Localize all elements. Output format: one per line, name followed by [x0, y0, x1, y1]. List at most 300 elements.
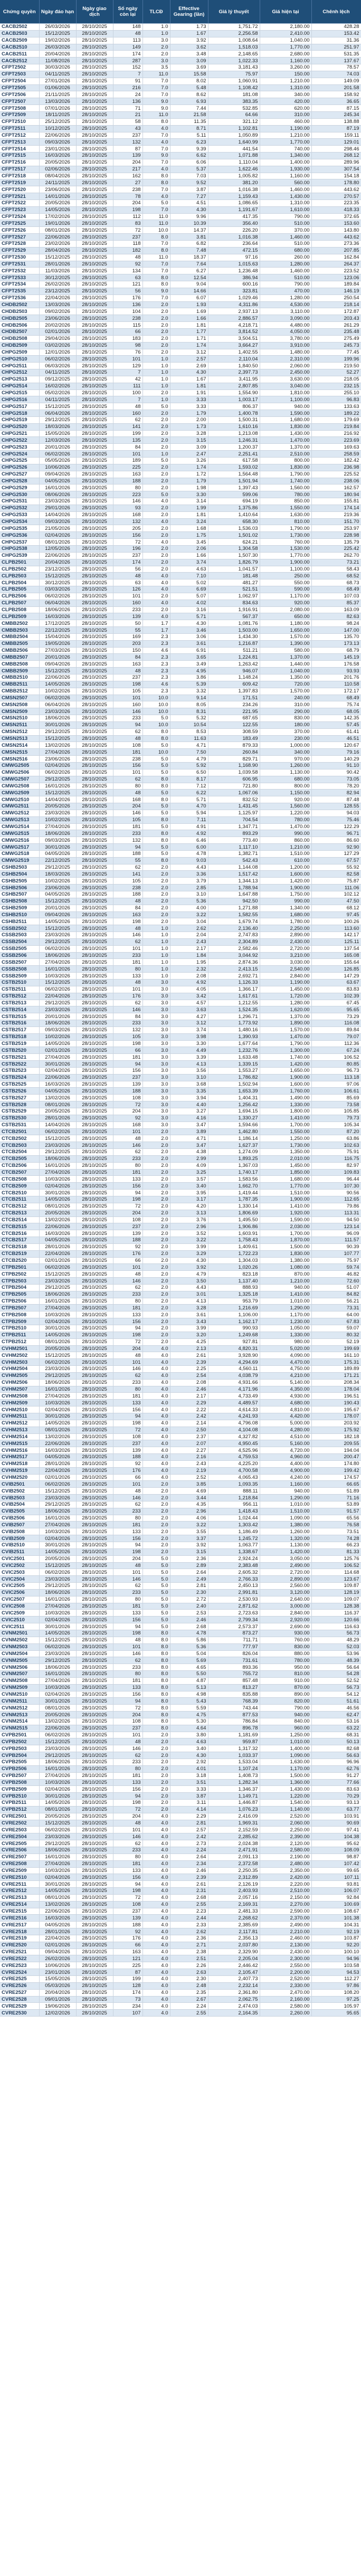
cell-effective-gearing: 6.91	[170, 647, 208, 654]
cell-maturity-date: 18/06/2026	[39, 715, 76, 722]
cell-conversion-ratio: 5.0	[142, 762, 170, 769]
cell-difference: 87.48	[311, 796, 361, 803]
cell-effective-gearing: 3.13	[170, 1210, 208, 1216]
cell-days-left: 87	[113, 1969, 142, 1976]
cell-effective-gearing: 2.96	[170, 1508, 208, 1515]
cell-warrant-code: CMWG2509	[0, 790, 39, 796]
table-row	[0, 1691, 361, 1698]
cell-trade-date: 28/10/2025	[76, 1759, 113, 1766]
cell-difference: 71.16	[311, 1495, 361, 1501]
cell-difference: 273.36	[311, 241, 361, 248]
cell-maturity-date: 15/12/2025	[39, 1562, 76, 1569]
cell-trade-date: 28/10/2025	[76, 1420, 113, 1427]
cell-maturity-date: 15/12/2025	[39, 925, 76, 932]
cell-difference: 66.23	[311, 1542, 361, 1549]
table-row	[0, 593, 361, 600]
cell-effective-gearing: 4.38	[170, 1149, 208, 1156]
cell-theoretical-price: 1,263.42	[208, 661, 260, 668]
cell-days-left: 174	[113, 1989, 142, 1996]
cell-warrant-code: CMSN2516	[0, 756, 39, 763]
cell-warrant-code: CMWG2511	[0, 803, 39, 810]
cell-trade-date: 28/10/2025	[76, 1054, 113, 1061]
cell-days-left: 146	[113, 810, 142, 816]
cell-conversion-ratio: 2.0	[142, 1149, 170, 1156]
cell-difference: 190.43	[311, 1400, 361, 1406]
cell-current-price: 1,790.00	[260, 1040, 311, 1047]
cell-effective-gearing: 2.69	[170, 363, 208, 369]
cell-trade-date: 28/10/2025	[76, 356, 113, 363]
table-row	[0, 1671, 361, 1678]
cell-current-price: 1,210.00	[260, 844, 311, 851]
cell-current-price: 510.00	[260, 274, 311, 281]
cell-current-price: 1,260.00	[260, 1528, 311, 1535]
cell-days-left: 63	[113, 579, 142, 586]
cell-days-left: 168	[113, 1121, 142, 1128]
cell-difference: 63.22	[311, 1725, 361, 1732]
table-row	[0, 566, 361, 573]
cell-conversion-ratio: 8.0	[142, 1630, 170, 1637]
cell-current-price: 1,170.00	[260, 1765, 311, 1772]
cell-effective-gearing: 3.94	[170, 1095, 208, 1101]
table-row	[0, 1433, 361, 1440]
cell-days-left: 105	[113, 878, 142, 885]
cell-days-left: 80	[113, 1298, 142, 1305]
cell-current-price: 2,080.00	[260, 606, 311, 613]
cell-warrant-code: CSSB2505	[0, 945, 39, 952]
cell-maturity-date: 09/01/2026	[39, 1996, 76, 2003]
table-row	[0, 1230, 361, 1237]
cell-conversion-ratio: 4.0	[142, 1915, 170, 1922]
cell-difference: 216.92	[311, 430, 361, 437]
cell-maturity-date: 12/03/2026	[39, 437, 76, 444]
cell-maturity-date: 23/03/2026	[39, 1745, 76, 1752]
cell-current-price: 1,570.00	[260, 688, 311, 695]
cell-days-left: 94	[113, 1061, 142, 1068]
cell-effective-gearing: 2.47	[170, 451, 208, 458]
cell-difference: 91.27	[311, 1772, 361, 1779]
cell-conversion-ratio: 2.0	[142, 1128, 170, 1135]
cell-warrant-code: CVRE2513	[0, 1894, 39, 1901]
cell-trade-date: 28/10/2025	[76, 532, 113, 539]
cell-theoretical-price: 1,067.06	[208, 790, 260, 796]
cell-maturity-date: 27/04/2026	[39, 959, 76, 966]
cell-maturity-date: 22/06/2026	[39, 552, 76, 559]
cell-warrant-code: CMWG2505	[0, 762, 39, 769]
cell-days-left: 233	[113, 952, 142, 959]
cell-theoretical-price: 323.81	[208, 288, 260, 294]
cell-days-left: 105	[113, 816, 142, 823]
cell-days-left: 24	[113, 91, 142, 98]
cell-trade-date: 28/10/2025	[76, 654, 113, 661]
cell-theoretical-price: 1,041.57	[208, 566, 260, 573]
cell-effective-gearing: 3.15	[170, 437, 208, 444]
cell-maturity-date: 15/12/2025	[39, 1738, 76, 1745]
cell-maturity-date: 11/03/2026	[39, 268, 76, 274]
cell-current-price: 780.00	[260, 1657, 311, 1664]
cell-effective-gearing: 2.71	[170, 1942, 208, 1948]
cell-current-price: 2,220.00	[260, 1881, 311, 1888]
cell-trade-date: 28/10/2025	[76, 410, 113, 417]
table-row	[0, 30, 361, 37]
cell-days-left: 101	[113, 593, 142, 600]
cell-theoretical-price: 3,664.27	[208, 342, 260, 349]
cell-effective-gearing: 4.25	[170, 1338, 208, 1345]
cell-current-price: 1,490.00	[260, 1095, 311, 1101]
cell-conversion-ratio: 7.0	[142, 294, 170, 301]
cell-warrant-code: CLPB2503	[0, 573, 39, 579]
cell-warrant-code: CVIB2511	[0, 1548, 39, 1555]
cell-warrant-code: CVHM2509	[0, 1400, 39, 1406]
cell-current-price: 1,470.00	[260, 823, 311, 830]
cell-trade-date: 28/10/2025	[76, 1406, 113, 1413]
table-row	[0, 1698, 361, 1705]
cell-conversion-ratio: 2.0	[142, 1196, 170, 1203]
cell-trade-date: 28/10/2025	[76, 1508, 113, 1515]
cell-theoretical-price: 1,015.63	[208, 261, 260, 268]
cell-trade-date: 28/10/2025	[76, 579, 113, 586]
cell-difference: 102.63	[311, 1142, 361, 1149]
cell-effective-gearing: 2.55	[170, 2010, 208, 2017]
cell-theoretical-price: 4,525.96	[208, 1447, 260, 1454]
cell-days-left: 66	[113, 1474, 142, 1481]
cell-conversion-ratio: 4.0	[142, 1406, 170, 1413]
cell-conversion-ratio: 4.0	[142, 600, 170, 606]
cell-current-price: 1,390.00	[260, 640, 311, 647]
cell-days-left: 48	[113, 30, 142, 37]
cell-theoretical-price: 731.61	[208, 1657, 260, 1664]
cell-theoretical-price: 4,950.45	[208, 1440, 260, 1447]
cell-theoretical-price: 1,330.27	[208, 1115, 260, 1121]
cell-maturity-date: 20/04/2026	[39, 51, 76, 58]
cell-current-price: 870.00	[260, 1271, 311, 1278]
cell-theoretical-price: 511.21	[208, 647, 260, 654]
cell-conversion-ratio: 8.0	[142, 179, 170, 186]
cell-current-price: 1,210.00	[260, 132, 311, 139]
cell-conversion-ratio: 11.0	[142, 71, 170, 78]
cell-current-price: 1,730.00	[260, 1142, 311, 1149]
cell-warrant-code: CVNM2503	[0, 1643, 39, 1650]
cell-maturity-date: 10/03/2026	[39, 1400, 76, 1406]
cell-theoretical-price: 624.21	[208, 539, 260, 546]
cell-maturity-date: 09/02/2026	[39, 308, 76, 315]
cell-trade-date: 28/10/2025	[76, 925, 113, 932]
cell-maturity-date: 22/04/2026	[39, 294, 76, 301]
cell-days-left: 133	[113, 1779, 142, 1786]
cell-days-left: 7	[113, 369, 142, 376]
cell-effective-gearing: 3.50	[170, 1278, 208, 1285]
cell-trade-date: 28/10/2025	[76, 952, 113, 959]
cell-effective-gearing: 1.79	[170, 410, 208, 417]
table-row	[0, 511, 361, 518]
cell-conversion-ratio: 4.0	[142, 1901, 170, 1908]
cell-maturity-date: 02/04/2026	[39, 762, 76, 769]
cell-current-price: 1,900.00	[260, 885, 311, 891]
cell-theoretical-price: 4,038.79	[208, 1372, 260, 1379]
cell-days-left: 189	[113, 458, 142, 464]
cell-maturity-date: 09/04/2026	[39, 1948, 76, 1955]
cell-current-price: 2,490.00	[260, 1922, 311, 1928]
table-row	[0, 871, 361, 878]
cell-difference: 112.36	[311, 1040, 361, 1047]
cell-current-price: 420.00	[260, 98, 311, 105]
cell-conversion-ratio: 4.0	[142, 1840, 170, 1847]
cell-effective-gearing: 3.99	[170, 1243, 208, 1250]
cell-maturity-date: 18/06/2026	[39, 1291, 76, 1298]
cell-trade-date: 28/10/2025	[76, 30, 113, 37]
cell-maturity-date: 13/03/2026	[39, 98, 76, 105]
cell-difference: 73.58	[311, 1101, 361, 1108]
cell-difference: 94.96	[311, 1955, 361, 1962]
cell-warrant-code: CFPT2512	[0, 132, 39, 139]
cell-conversion-ratio: 4.0	[142, 2010, 170, 2017]
cell-effective-gearing: 14.37	[170, 227, 208, 234]
cell-effective-gearing: 4.30	[170, 620, 208, 627]
cell-current-price: 1,590.00	[260, 1216, 311, 1223]
cell-theoretical-price: 1,149.71	[208, 1793, 260, 1800]
table-row	[0, 505, 361, 511]
cell-trade-date: 28/10/2025	[76, 1548, 113, 1555]
cell-conversion-ratio: 4.0	[142, 1420, 170, 1427]
table-row	[0, 668, 361, 674]
table-row	[0, 1190, 361, 1196]
cell-effective-gearing: 4.30	[170, 1752, 208, 1759]
cell-theoretical-price: 1,304.03	[208, 1257, 260, 1264]
cell-maturity-date: 26/03/2026	[39, 24, 76, 31]
cell-theoretical-price: 1,788.94	[208, 885, 260, 891]
cell-current-price: 2,330.00	[260, 1982, 311, 1989]
cell-trade-date: 28/10/2025	[76, 1264, 113, 1271]
cell-maturity-date: 04/05/2026	[39, 1922, 76, 1928]
cell-effective-gearing: 2.25	[170, 1366, 208, 1373]
cell-conversion-ratio: 9.0	[142, 98, 170, 105]
table-row	[0, 1643, 361, 1650]
cell-current-price: 1,720.00	[260, 993, 311, 1000]
cell-theoretical-price: 1,503.00	[208, 627, 260, 634]
cell-trade-date: 28/10/2025	[76, 1935, 113, 1942]
cell-maturity-date: 27/01/2026	[39, 78, 76, 84]
cell-days-left: 58	[113, 118, 142, 125]
table-row	[0, 153, 361, 159]
table-row	[0, 1305, 361, 1311]
cell-effective-gearing: 1.66	[170, 552, 208, 559]
cell-maturity-date: 06/04/2026	[39, 410, 76, 417]
cell-current-price: 2,720.00	[260, 945, 311, 952]
cell-difference: 203.43	[311, 315, 361, 322]
cell-trade-date: 28/10/2025	[76, 790, 113, 796]
cell-days-left: 139	[113, 1915, 142, 1922]
cell-maturity-date: 06/03/2026	[39, 363, 76, 369]
cell-difference: 135.79	[311, 539, 361, 546]
cell-trade-date: 28/10/2025	[76, 1000, 113, 1006]
cell-effective-gearing: 3.69	[170, 64, 208, 71]
table-row	[0, 1278, 361, 1285]
cell-effective-gearing: 9.14	[170, 695, 208, 701]
cell-conversion-ratio: 4.0	[142, 1888, 170, 1895]
cell-effective-gearing: 9.96	[170, 213, 208, 220]
cell-trade-date: 28/10/2025	[76, 559, 113, 566]
cell-warrant-code: CVHM2516	[0, 1447, 39, 1454]
cell-warrant-code: CTCB2510	[0, 1190, 39, 1196]
cell-warrant-code: CHPG2518	[0, 410, 39, 417]
cell-conversion-ratio: 4.0	[142, 125, 170, 132]
cell-warrant-code: CVRE2521	[0, 1948, 39, 1955]
cell-trade-date: 28/10/2025	[76, 1745, 113, 1752]
cell-effective-gearing: 3.26	[170, 458, 208, 464]
table-row	[0, 91, 361, 98]
cell-difference: 149.09	[311, 78, 361, 84]
cell-theoretical-price: 959.87	[208, 1738, 260, 1745]
cell-theoretical-price: 1,518.03	[208, 44, 260, 51]
cell-current-price: 2,560.00	[260, 1583, 311, 1590]
cell-conversion-ratio: 4.0	[142, 1853, 170, 1860]
cell-days-left: 101	[113, 1359, 142, 1366]
cell-days-left: 176	[113, 294, 142, 301]
cell-days-left: 146	[113, 1142, 142, 1149]
cell-maturity-date: 06/02/2026	[39, 1569, 76, 1576]
cell-difference: 127.29	[311, 850, 361, 857]
cell-warrant-code: CTCB2512	[0, 1203, 39, 1210]
cell-trade-date: 28/10/2025	[76, 756, 113, 763]
cell-difference: 96.44	[311, 1176, 361, 1183]
cell-conversion-ratio: 2.0	[142, 1542, 170, 1549]
cell-difference: 133.63	[311, 403, 361, 410]
cell-maturity-date: 16/01/2026	[39, 1853, 76, 1860]
cell-trade-date: 28/10/2025	[76, 1996, 113, 2003]
cell-maturity-date: 02/04/2026	[39, 1874, 76, 1881]
cell-days-left: 87	[113, 146, 142, 153]
cell-days-left: 133	[113, 1867, 142, 1874]
cell-effective-gearing: 2.55	[170, 1901, 208, 1908]
cell-warrant-code: CVHM2502	[0, 1352, 39, 1359]
cell-current-price: 1,550.00	[260, 505, 311, 511]
cell-trade-date: 28/10/2025	[76, 776, 113, 783]
cell-maturity-date: 14/05/2026	[39, 1332, 76, 1338]
cell-warrant-code: CVIB2504	[0, 1501, 39, 1508]
table-row	[0, 1732, 361, 1738]
cell-theoretical-price: 472.15	[208, 247, 260, 254]
cell-difference: 77.45	[311, 349, 361, 356]
cell-difference: 85.37	[311, 600, 361, 606]
cell-trade-date: 28/10/2025	[76, 1366, 113, 1373]
cell-trade-date: 28/10/2025	[76, 918, 113, 925]
table-row	[0, 1725, 361, 1732]
cell-effective-gearing: 7.50	[170, 749, 208, 756]
cell-conversion-ratio: 1.0	[142, 383, 170, 389]
cell-current-price: 4,090.00	[260, 1352, 311, 1359]
cell-maturity-date: 14/05/2026	[39, 1548, 76, 1555]
cell-theoretical-price: 2,481.33	[208, 1908, 260, 1915]
cell-current-price: 1,420.00	[260, 1061, 311, 1068]
cell-conversion-ratio: 1.0	[142, 959, 170, 966]
cell-days-left: 168	[113, 511, 142, 518]
cell-warrant-code: CVNM2509	[0, 1684, 39, 1691]
cell-theoretical-price: 1,397.43	[208, 484, 260, 491]
table-row	[0, 776, 361, 783]
cell-difference: 142.17	[311, 932, 361, 939]
cell-maturity-date: 06/02/2026	[39, 593, 76, 600]
table-row	[0, 125, 361, 132]
cell-warrant-code: CMWG2512	[0, 810, 39, 816]
cell-trade-date: 28/10/2025	[76, 220, 113, 227]
cell-warrant-code: CSSB2506	[0, 952, 39, 959]
cell-current-price: 2,160.00	[260, 1996, 311, 2003]
cell-current-price: 4,900.00	[260, 1467, 311, 1474]
cell-theoretical-price: 2,886.57	[208, 315, 260, 322]
cell-difference: 128.19	[311, 1589, 361, 1596]
cell-theoretical-price: 1,826.79	[208, 559, 260, 566]
table-row	[0, 111, 361, 118]
cell-maturity-date: 16/01/2026	[39, 1298, 76, 1305]
cell-effective-gearing: 3.85	[170, 1481, 208, 1488]
cell-effective-gearing: 2.17	[170, 1393, 208, 1400]
cell-difference: 199.42	[311, 1467, 361, 1474]
cell-warrant-code: CVRE2519	[0, 1935, 39, 1942]
cell-theoretical-price: 1,126.33	[208, 979, 260, 986]
cell-warrant-code: CSTB2526	[0, 1088, 39, 1095]
cell-current-price: 1,380.00	[260, 1257, 311, 1264]
cell-warrant-code: CVHM2510	[0, 1406, 39, 1413]
cell-days-left: 176	[113, 1250, 142, 1257]
cell-theoretical-price: 834.63	[208, 600, 260, 606]
cell-difference: 96.09	[311, 1230, 361, 1237]
cell-warrant-code: CFPT2504	[0, 78, 39, 84]
cell-theoretical-price: 236.64	[208, 241, 260, 248]
cell-conversion-ratio: 2.0	[142, 511, 170, 518]
cell-warrant-code: CVRE2508	[0, 1860, 39, 1867]
table-row	[0, 573, 361, 579]
cell-current-price: 2,890.00	[260, 1576, 311, 1583]
cell-effective-gearing: 1.74	[170, 342, 208, 349]
cell-conversion-ratio: 5.0	[142, 491, 170, 498]
cell-trade-date: 28/10/2025	[76, 871, 113, 878]
table-row	[0, 254, 361, 261]
cell-trade-date: 28/10/2025	[76, 186, 113, 193]
cell-theoretical-price: 829.71	[208, 756, 260, 763]
cell-effective-gearing: 7.11	[170, 816, 208, 823]
cell-days-left: 163	[113, 1948, 142, 1955]
cell-warrant-code: CSTB2521	[0, 1054, 39, 1061]
cell-days-left: 84	[113, 444, 142, 451]
cell-maturity-date: 14/05/2026	[39, 1630, 76, 1637]
cell-maturity-date: 04/05/2026	[39, 850, 76, 857]
cell-trade-date: 28/10/2025	[76, 674, 113, 681]
cell-days-left: 163	[113, 661, 142, 668]
cell-conversion-ratio: 4.0	[142, 1935, 170, 1942]
cell-current-price: 550.00	[260, 579, 311, 586]
cell-trade-date: 28/10/2025	[76, 844, 113, 851]
cell-difference: 68.79	[311, 647, 361, 654]
cell-current-price: 1,930.00	[260, 166, 311, 173]
cell-maturity-date: 19/02/2026	[39, 37, 76, 44]
cell-theoretical-price: 1,517.42	[208, 871, 260, 878]
cell-difference: 116.37	[311, 1610, 361, 1617]
cell-theoretical-price: 4,489.57	[208, 1400, 260, 1406]
cell-difference: 113.31	[311, 1210, 361, 1216]
cell-trade-date: 28/10/2025	[76, 227, 113, 234]
cell-warrant-code: CTCB2520	[0, 1257, 39, 1264]
cell-days-left: 101	[113, 1128, 142, 1135]
cell-difference: 75.91	[311, 1149, 361, 1156]
cell-conversion-ratio: 2.0	[142, 1488, 170, 1495]
table-row	[0, 288, 361, 294]
cell-maturity-date: 23/03/2026	[39, 498, 76, 505]
cell-days-left: 50	[113, 620, 142, 627]
cell-theoretical-price: 1,093.35	[208, 1481, 260, 1488]
cell-effective-gearing: 5.48	[170, 84, 208, 91]
cell-days-left: 101	[113, 986, 142, 993]
cell-difference: 105.85	[311, 1108, 361, 1115]
cell-effective-gearing: 2.39	[170, 1874, 208, 1881]
